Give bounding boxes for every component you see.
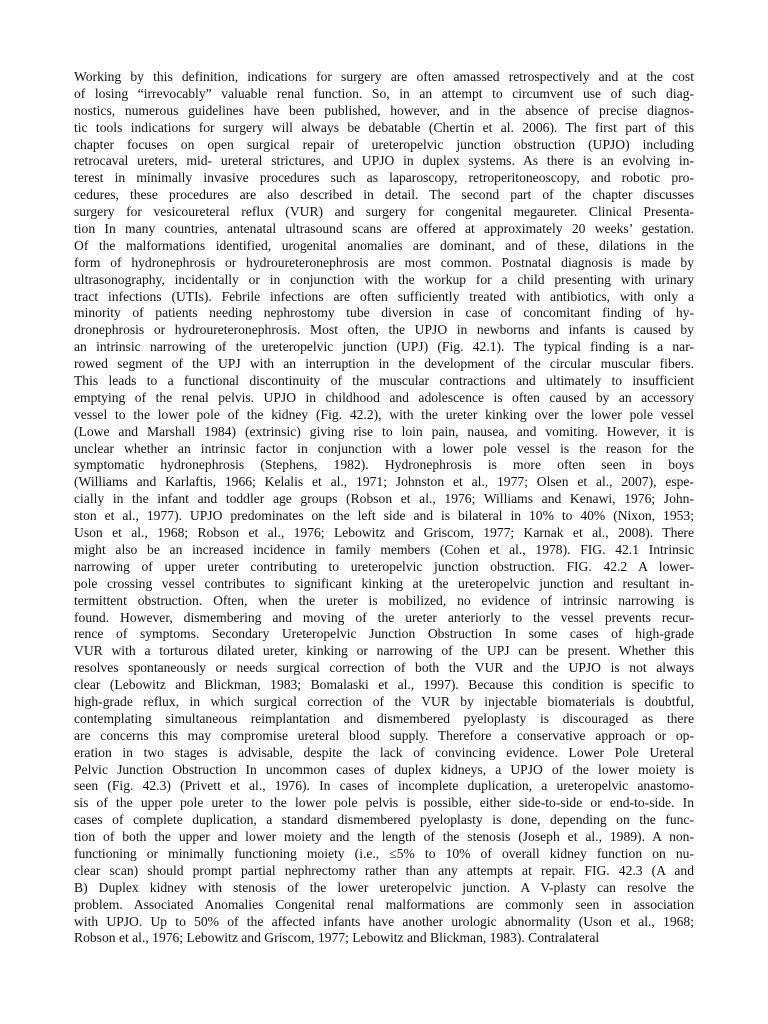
text-line: cedures, these procedures are also described in detail. The second part of the chapter discusses — [74, 187, 694, 203]
text-line: clear (Lebowitz and Blickman, 1983; Bomalaski et al., 1997). Because this condition is specific to — [74, 677, 694, 693]
text-line: rowed segment of the UPJ with an interruption in the development of the circular muscular fibers. — [74, 356, 694, 372]
text-line: rence of symptoms. Secondary Ureteropelvic Junction Obstruction In some cases of high-grade — [74, 626, 694, 642]
text-line: dronephrosis or hydroureteronephrosis. Most often, the UPJO in newborns and infants is caused by — [74, 322, 694, 338]
text-line: tract infections (UTIs). Febrile infections are often sufficiently treated with antibiotics, with only a — [74, 288, 694, 304]
text-line: an intrinsic narrowing of the ureteropelvic junction (UPJ) (Fig. 42.1). The typical finding is a nar- — [74, 339, 694, 355]
text-line: Pelvic Junction Obstruction In uncommon cases of duplex kidneys, a UPJO of the lower moiety is — [74, 761, 694, 777]
text-line: VUR with a torturous dilated ureter, kinking or narrowing of the UPJ can be present. Whether this — [74, 643, 694, 659]
text-line: vessel to the lower pole of the kidney (Fig. 42.2), with the ureter kinking over the lower pole vessel — [74, 406, 694, 422]
text-line: problem. Associated Anomalies Congenital renal malformations are commonly seen in association — [74, 896, 694, 912]
text-line: are concerns this may compromise ureteral blood supply. Therefore a conservative approach or op- — [74, 727, 694, 743]
text-line: form of hydronephrosis or hydroureteronephrosis are most common. Postnatal diagnosis is made by — [74, 254, 694, 270]
body-text — [74, 69, 694, 947]
text-line: surgery for vesicoureteral reflux (VUR) and surgery for congenital megaureter. Clinical Presenta- — [74, 204, 694, 220]
text-line: Robson et al., 1976; Lebowitz and Griscom, 1977; Lebowitz and Blickman, 1983). Contralateral — [74, 930, 600, 946]
text-line: nostics, numerous guidelines have been published, however, and in the absence of precise diagnos- — [74, 102, 694, 118]
text-line: cases of complete duplication, a standard dismembered pyeloplasty is done, depending on the func- — [74, 812, 694, 828]
text-line: of losing “irrevocably” valuable renal function. So, in an attempt to circumvent use of such diag- — [74, 85, 694, 101]
text-line: narrowing of upper ureter contributing to ureteropelvic junction obstruction. FIG. 42.2 A lower- — [74, 558, 694, 574]
text-line: emptying of the renal pelvis. UPJO in childhood and adolescence is often caused by an accessory — [74, 389, 694, 405]
text-line: high-grade reflux, in which surgical correction of the VUR by injectable biomaterials is doubtful, — [74, 693, 694, 709]
text-line: resolves spontaneously or needs surgical correction of both the VUR and the UPJO is not always — [74, 660, 694, 676]
text-line: found. However, dismembering and moving of the ureter anteriorly to the vessel prevents recur- — [74, 609, 694, 625]
text-line: functioning or minimally functioning moiety (i.e., ≤5% to 10% of overall kidney function on nu- — [74, 845, 694, 861]
text-line: terest in minimally invasive procedures such as laparoscopy, retroperitoneoscopy, and robotic pro- — [74, 170, 694, 186]
text-line: This leads to a functional discontinuity of the muscular contractions and ultimately to insufficient — [74, 373, 694, 389]
text-line: Uson et al., 1968; Robson et al., 1976; Lebowitz and Griscom, 1977; Karnak et al., 2008). There — [74, 525, 694, 541]
text-line: minority of patients needing nephrostomy tube diversion in case of concomitant finding of hy- — [74, 305, 694, 321]
text-line: symptomatic hydronephrosis (Stephens, 1982). Hydronephrosis is more often seen in boys — [74, 457, 694, 473]
text-line: tic tools indications for surgery will always be debatable (Chertin et al. 2006). The first part of this — [74, 119, 694, 135]
text-line: sis of the upper pole ureter to the lower pole pelvis is possible, either side-to-side or end-to-side. In — [74, 795, 694, 811]
text-line: contemplating simultaneous reimplantation and dismembered pyeloplasty is discouraged as there — [74, 710, 694, 726]
text-line: seen (Fig. 42.3) (Privett et al., 1976). In cases of incomplete duplication, a ureteropelvic anastomo- — [74, 778, 694, 794]
text-line: Working by this definition, indications for surgery are often amassed retrospectively and at the cost — [74, 69, 694, 84]
text-line: tion of both the upper and lower moiety and the length of the stenosis (Joseph et al., 1989). A non- — [74, 829, 694, 845]
text-line: tion In many countries, antenatal ultrasound scans are offered at approximately 20 weeks’ gestation. — [74, 221, 694, 237]
text-line: might also be an increased incidence in family members (Cohen et al., 1978). FIG. 42.1 Intrinsic — [74, 541, 694, 557]
text-line: termittent obstruction. Often, when the ureter is mobilized, no evidence of intrinsic narrowing is — [74, 592, 694, 608]
text-line: pole crossing vessel contributes to significant kinking at the ureteropelvic junction and resultant in- — [74, 575, 694, 591]
text-line: ultrasonography, incidentally or in conjunction with the workup for a child presenting with urinary — [74, 271, 694, 287]
text-line: (Williams and Karlaftis, 1966; Kelalis et al., 1971; Johnston et al., 1977; Olsen et al., 2007), espe- — [74, 474, 694, 490]
text-line: ston et al., 1977). UPJO predominates on the left side and is bilateral in 10% to 40% (Nixon, 1953; — [74, 508, 694, 524]
text-line: clear scan) should prompt partial nephrectomy rather than any attempts at repair. FIG. 42.3 (A and — [74, 862, 694, 878]
text-line: Of the malformations identified, urogenital anomalies are dominant, and of these, dilations in the — [74, 237, 694, 253]
text-line: B) Duplex kidney with stenosis of the lower ureteropelvic junction. A V-plasty can resolve the — [74, 879, 694, 895]
text-line: unclear whether an intrinsic factor in conjunction with a lower pole vessel is the reason for the — [74, 440, 694, 456]
text-line: retrocaval ureters, mid- ureteral strictures, and UPJO in duplex systems. As there is an evolving in- — [74, 153, 694, 169]
text-line: (Lowe and Marshall 1984) (extrinsic) giving rise to loin pain, nausea, and vomiting. However, it is — [74, 423, 694, 439]
text-line: cially in the infant and toddler age groups (Robson et al., 1976; Williams and Kenawi, 1976; John- — [74, 491, 694, 507]
text-line: chapter focuses on open surgical repair of ureteropelvic junction obstruction (UPJO) including — [74, 136, 694, 152]
text-line: eration in two stages is advisable, despite the lack of convincing evidence. Lower Pole Ureteral — [74, 744, 694, 760]
text-line: with UPJO. Up to 50% of the affected infants have another urologic abnormality (Uson et al., 1968; — [74, 913, 694, 929]
